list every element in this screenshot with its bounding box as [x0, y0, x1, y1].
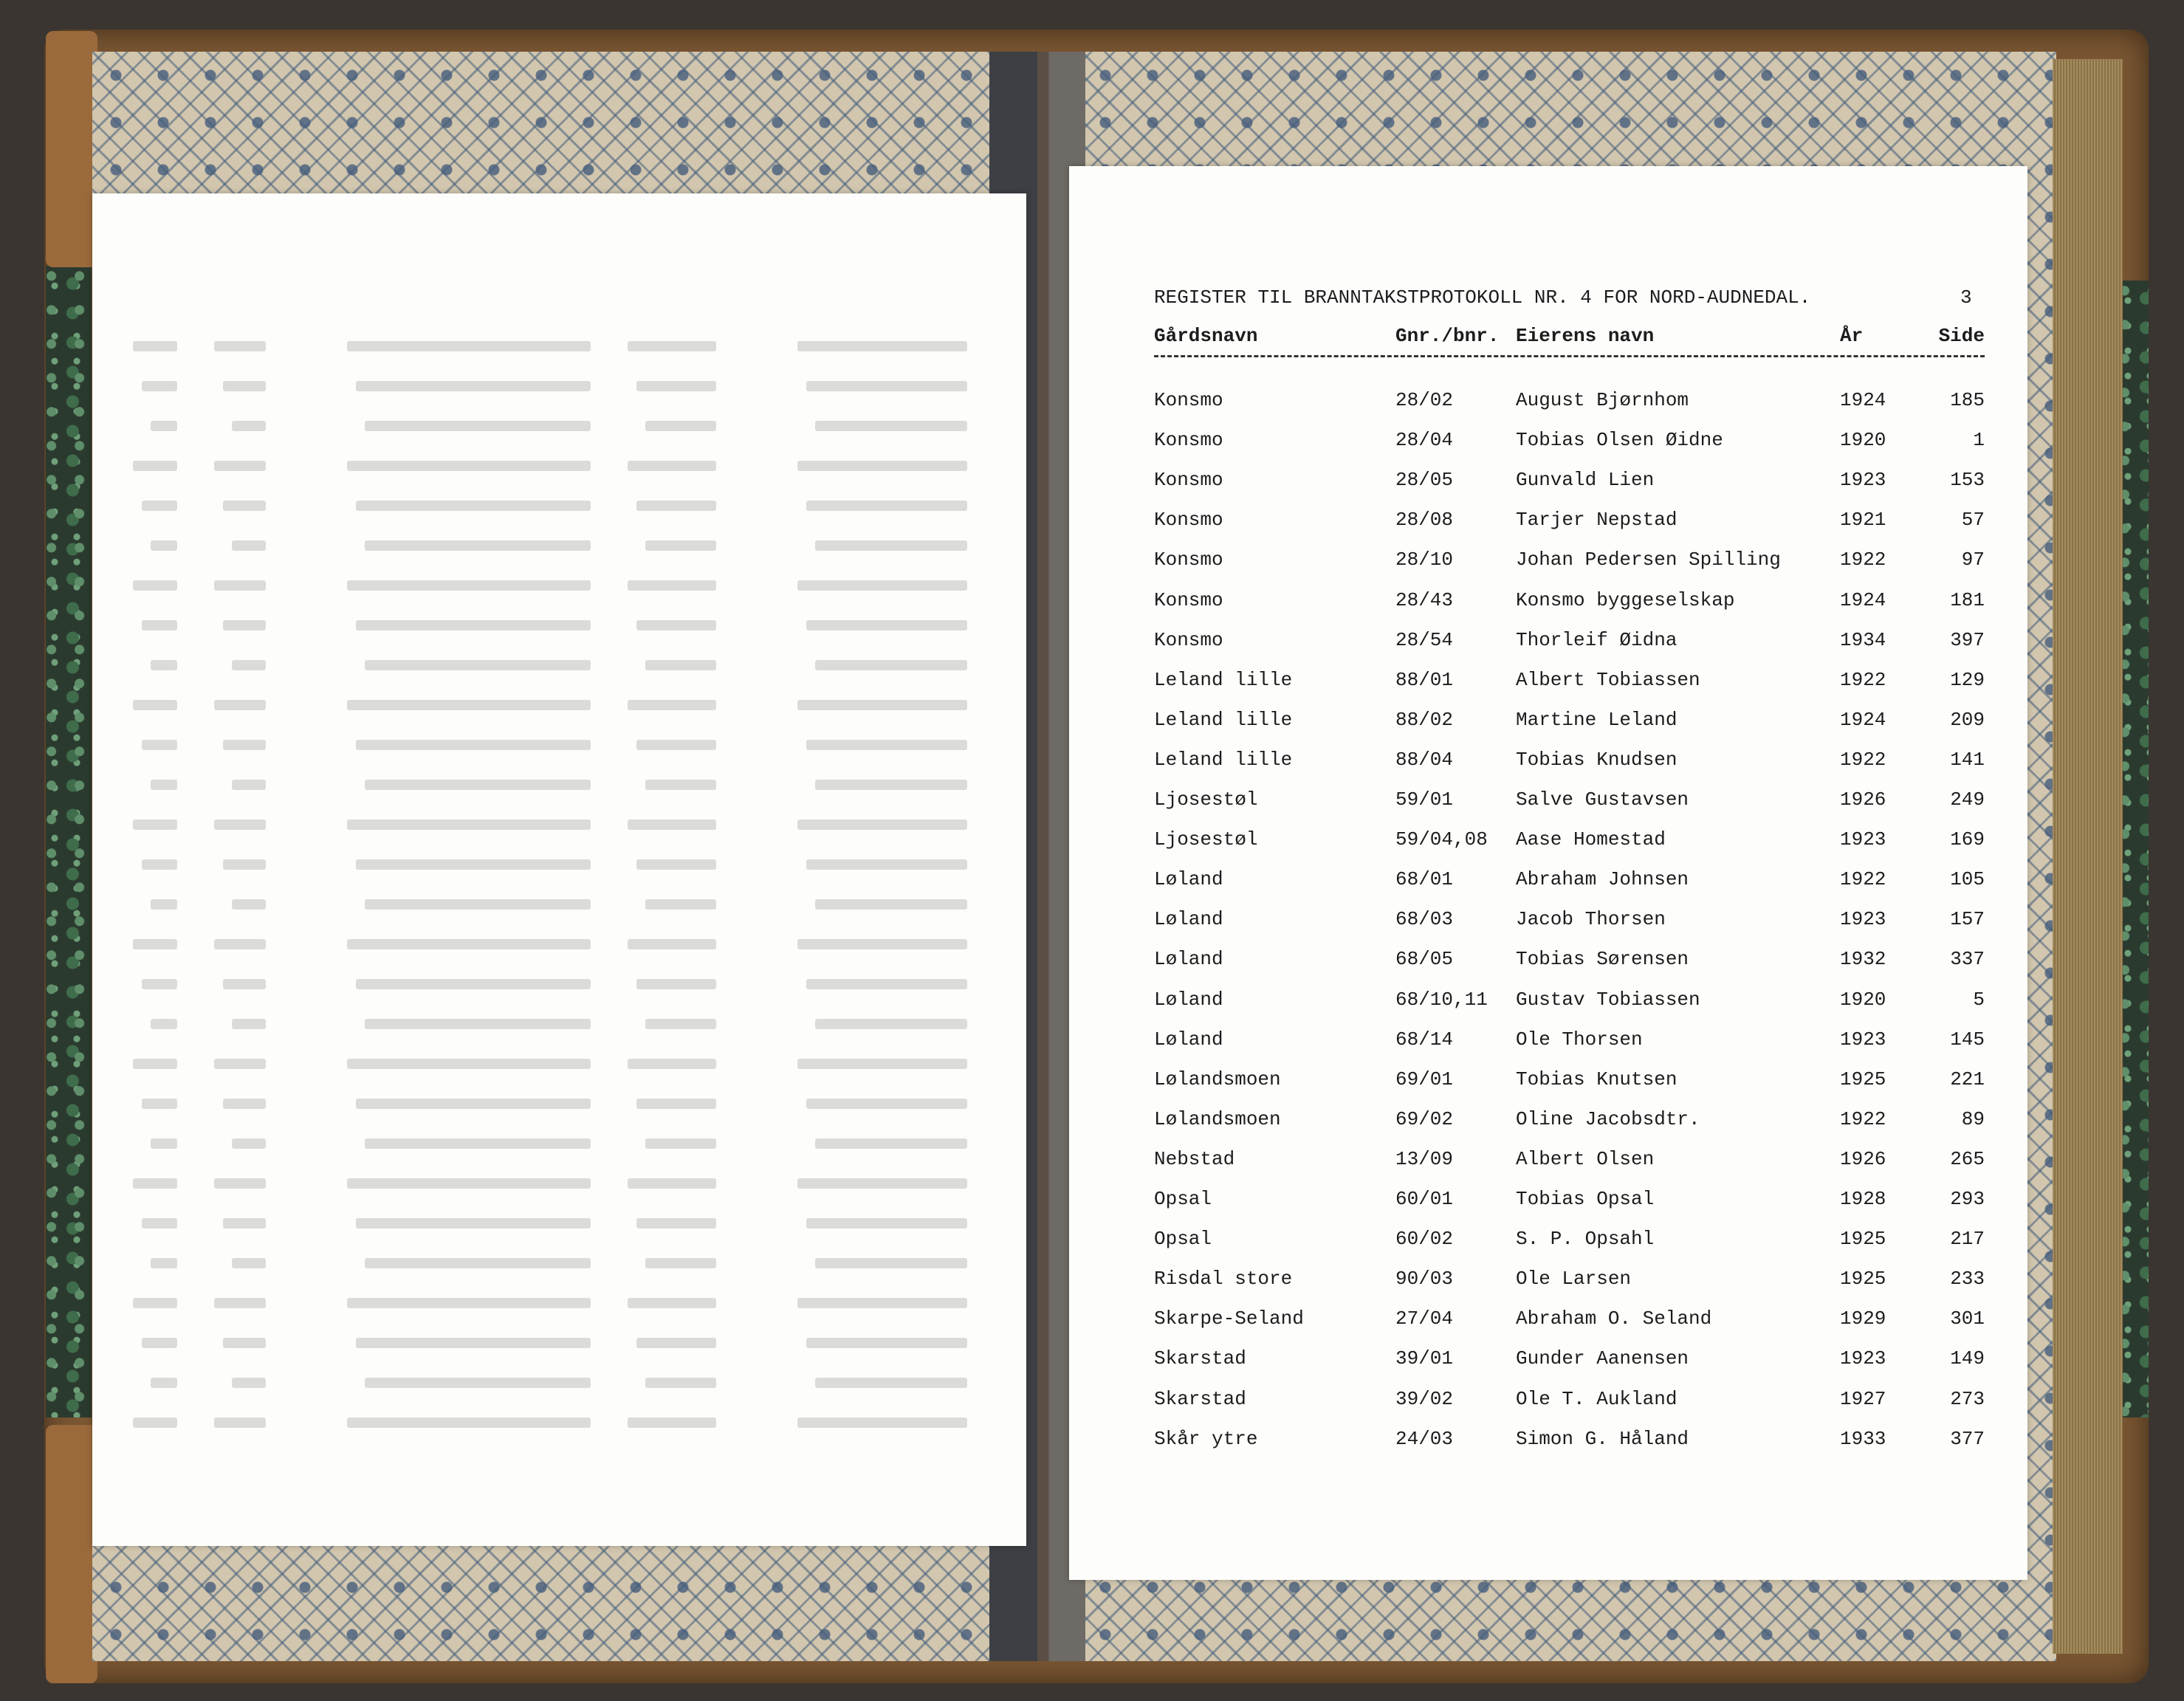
entry-farm: Leland lille [1154, 709, 1293, 731]
bleed-through-mark [223, 979, 266, 989]
bleed-through-mark [815, 1138, 967, 1149]
entry-owner: Simon G. Håland [1516, 1428, 1689, 1450]
bleed-through-mark [365, 899, 591, 910]
bleed-through-mark [365, 540, 591, 551]
entry-owner: Ole Thorsen [1516, 1028, 1643, 1051]
entry-farm: Konsmo [1154, 389, 1223, 411]
bleed-through-mark [815, 421, 967, 431]
bleed-through-mark [636, 620, 716, 630]
entry-gnr-bnr: 68/10,11 [1395, 989, 1488, 1011]
entry-page: 181 [1950, 589, 1985, 611]
entry-page: 149 [1950, 1347, 1985, 1370]
entry-owner: Gunder Aanensen [1516, 1347, 1689, 1370]
entry-gnr-bnr: 28/02 [1395, 389, 1454, 411]
bleed-through-mark [806, 381, 967, 391]
entry-owner: Tobias Opsal [1516, 1188, 1655, 1210]
bleed-through-mark [815, 1258, 967, 1268]
entry-page: 209 [1950, 709, 1985, 731]
bleed-through-mark [356, 1338, 591, 1348]
entry-gnr-bnr: 88/02 [1395, 709, 1454, 731]
entry-farm: Ljosestøl [1154, 788, 1258, 811]
entry-page: 141 [1950, 749, 1985, 771]
entry-farm: Ljosestøl [1154, 828, 1258, 850]
entry-year: 1925 [1840, 1268, 1886, 1290]
entry-farm: Skår ytre [1154, 1428, 1258, 1450]
bleed-through-mark [151, 1378, 177, 1388]
bleed-through-mark [223, 859, 266, 870]
bleed-through-mark [151, 1019, 177, 1029]
bleed-through-mark [356, 979, 591, 989]
entry-gnr-bnr: 28/54 [1395, 629, 1454, 651]
entry-page: 337 [1950, 948, 1985, 970]
entry-year: 1922 [1840, 749, 1886, 771]
entry-farm: Løland [1154, 908, 1223, 930]
entry-page: 145 [1950, 1028, 1985, 1051]
entry-gnr-bnr: 68/05 [1395, 948, 1454, 970]
bleed-through-mark [214, 819, 266, 830]
bleed-through-mark [133, 1178, 177, 1189]
bleed-through-mark [214, 1418, 266, 1428]
bleed-through-mark [628, 461, 716, 471]
bleed-through-mark [151, 899, 177, 910]
bleed-through-mark [133, 939, 177, 949]
entry-farm: Konsmo [1154, 549, 1223, 571]
bleed-through-mark [797, 1059, 967, 1069]
leather-corner-top-left [46, 31, 97, 267]
bleed-through-mark [645, 1019, 716, 1029]
entry-farm: Lølandsmoen [1154, 1068, 1281, 1090]
entry-page: 233 [1950, 1268, 1985, 1290]
entry-owner: Tobias Olsen Øidne [1516, 429, 1723, 451]
entry-farm: Løland [1154, 1028, 1223, 1051]
bleed-through-mark [347, 580, 591, 591]
bleed-through-mark [797, 1178, 967, 1189]
entry-year: 1923 [1840, 469, 1886, 491]
bleed-through-mark [223, 740, 266, 750]
column-header-farm: Gårdsnavn [1154, 325, 1258, 347]
bleed-through-mark [133, 461, 177, 471]
entry-owner: Johan Pedersen Spilling [1516, 549, 1781, 571]
entry-page: 217 [1950, 1228, 1985, 1250]
entry-gnr-bnr: 69/01 [1395, 1068, 1454, 1090]
bleed-through-mark [232, 1019, 266, 1029]
bleed-through-mark [223, 381, 266, 391]
bleed-through-mark [628, 819, 716, 830]
entry-gnr-bnr: 39/01 [1395, 1347, 1454, 1370]
entry-gnr-bnr: 28/04 [1395, 429, 1454, 451]
bleed-through-mark [645, 899, 716, 910]
entry-page: 153 [1950, 469, 1985, 491]
bleed-through-mark [232, 660, 266, 670]
bleed-through-mark [797, 341, 967, 351]
entry-farm: Konsmo [1154, 429, 1223, 451]
entry-year: 1925 [1840, 1068, 1886, 1090]
entry-page: 249 [1950, 788, 1985, 811]
bleed-through-mark [232, 780, 266, 790]
bleed-through-mark [214, 580, 266, 591]
column-header-page: Side [1938, 325, 1985, 347]
marbled-edge-left [46, 266, 92, 1418]
bleed-through-mark [142, 859, 177, 870]
entry-gnr-bnr: 68/14 [1395, 1028, 1454, 1051]
entry-owner: Thorleif Øidna [1516, 629, 1678, 651]
entry-farm: Konsmo [1154, 469, 1223, 491]
bleed-through-mark [628, 1418, 716, 1428]
entry-gnr-bnr: 59/01 [1395, 788, 1454, 811]
bleed-through-mark [356, 740, 591, 750]
entry-farm: Skarpe-Seland [1154, 1307, 1304, 1330]
page-number: 3 [1960, 286, 1972, 309]
bleed-through-mark [806, 979, 967, 989]
entry-year: 1923 [1840, 908, 1886, 930]
entry-farm: Skarstad [1154, 1347, 1246, 1370]
entry-year: 1922 [1840, 669, 1886, 691]
entry-gnr-bnr: 24/03 [1395, 1428, 1454, 1450]
entry-page: 57 [1961, 509, 1985, 531]
entry-page: 169 [1950, 828, 1985, 850]
entry-page: 129 [1950, 669, 1985, 691]
entry-gnr-bnr: 39/02 [1395, 1388, 1454, 1410]
register-page [1069, 166, 2027, 1580]
bleed-through-mark [151, 1258, 177, 1268]
bleed-through-mark [223, 501, 266, 511]
entry-owner: Tarjer Nepstad [1516, 509, 1678, 531]
bleed-through-mark [356, 381, 591, 391]
bleed-through-mark [628, 1059, 716, 1069]
entry-year: 1927 [1840, 1388, 1886, 1410]
bleed-through-mark [347, 1178, 591, 1189]
entry-owner: Salve Gustavsen [1516, 788, 1689, 811]
entry-page: 5 [1973, 989, 1985, 1011]
bleed-through-mark [142, 979, 177, 989]
bleed-through-mark [133, 580, 177, 591]
bleed-through-mark [232, 540, 266, 551]
bleed-through-mark [628, 1178, 716, 1189]
bleed-through-mark [645, 1378, 716, 1388]
entry-year: 1925 [1840, 1228, 1886, 1250]
entry-year: 1924 [1840, 389, 1886, 411]
bleed-through-mark [223, 1218, 266, 1228]
bleed-through-mark [142, 1218, 177, 1228]
bleed-through-mark [628, 939, 716, 949]
entry-page: 273 [1950, 1388, 1985, 1410]
bleed-through-mark [347, 1059, 591, 1069]
bleed-through-mark [806, 740, 967, 750]
bleed-through-mark [214, 1178, 266, 1189]
entry-gnr-bnr: 88/04 [1395, 749, 1454, 771]
bleed-through-mark [214, 461, 266, 471]
entry-year: 1921 [1840, 509, 1886, 531]
bleed-through-mark [797, 1418, 967, 1428]
entry-farm: Løland [1154, 868, 1223, 890]
entry-owner: Oline Jacobsdtr. [1516, 1108, 1700, 1130]
entry-year: 1922 [1840, 868, 1886, 890]
bleed-through-mark [133, 1418, 177, 1428]
entry-farm: Skarstad [1154, 1388, 1246, 1410]
entry-farm: Konsmo [1154, 509, 1223, 531]
bleed-through-mark [133, 700, 177, 710]
bleed-through-mark [365, 1378, 591, 1388]
bleed-through-mark [815, 1378, 967, 1388]
entry-gnr-bnr: 88/01 [1395, 669, 1454, 691]
bleed-through-mark [347, 341, 591, 351]
entry-gnr-bnr: 60/01 [1395, 1188, 1454, 1210]
entry-page: 105 [1950, 868, 1985, 890]
bleed-through-mark [806, 1099, 967, 1109]
entry-gnr-bnr: 27/04 [1395, 1307, 1454, 1330]
bleed-through-mark [645, 1258, 716, 1268]
entry-year: 1920 [1840, 989, 1886, 1011]
bleed-through-mark [133, 1059, 177, 1069]
entry-year: 1924 [1840, 709, 1886, 731]
entry-owner: Abraham Johnsen [1516, 868, 1689, 890]
entry-gnr-bnr: 28/43 [1395, 589, 1454, 611]
bleed-through-mark [636, 1218, 716, 1228]
bleed-through-mark [214, 939, 266, 949]
bleed-through-mark [365, 1019, 591, 1029]
bleed-through-mark [365, 421, 591, 431]
bleed-through-mark [815, 660, 967, 670]
entry-year: 1922 [1840, 1108, 1886, 1130]
bleed-through-mark [628, 341, 716, 351]
entry-page: 397 [1950, 629, 1985, 651]
entry-owner: Abraham O. Seland [1516, 1307, 1712, 1330]
entry-owner: Martine Leland [1516, 709, 1678, 731]
entry-page: 185 [1950, 389, 1985, 411]
bleed-through-mark [347, 1298, 591, 1308]
entry-year: 1923 [1840, 1347, 1886, 1370]
bleed-through-mark [347, 939, 591, 949]
bleed-through-mark [151, 780, 177, 790]
entry-gnr-bnr: 13/09 [1395, 1148, 1454, 1170]
bleed-through-mark [356, 1099, 591, 1109]
bleed-through-mark [365, 1258, 591, 1268]
entry-year: 1928 [1840, 1188, 1886, 1210]
bleed-through-mark [142, 1338, 177, 1348]
entry-owner: Tobias Sørensen [1516, 948, 1689, 970]
bleed-through-mark [797, 1298, 967, 1308]
entry-gnr-bnr: 59/04,08 [1395, 828, 1488, 850]
bleed-through-mark [636, 1099, 716, 1109]
entry-farm: Konsmo [1154, 629, 1223, 651]
bleed-through-mark [797, 461, 967, 471]
bleed-through-mark [797, 580, 967, 591]
bleed-through-mark [214, 341, 266, 351]
bleed-through-mark [232, 1138, 266, 1149]
bleed-through-mark [142, 740, 177, 750]
entry-farm: Opsal [1154, 1228, 1212, 1250]
bleed-through-mark [356, 1218, 591, 1228]
entry-farm: Løland [1154, 948, 1223, 970]
bleed-through-mark [142, 381, 177, 391]
entry-year: 1934 [1840, 629, 1886, 651]
header-rule [1154, 355, 1985, 357]
bleed-through-mark [636, 979, 716, 989]
bleed-through-mark [806, 501, 967, 511]
column-header-year: År [1840, 325, 1864, 347]
entry-page: 265 [1950, 1148, 1985, 1170]
entry-page: 157 [1950, 908, 1985, 930]
entry-farm: Konsmo [1154, 589, 1223, 611]
bleed-through-mark [347, 1418, 591, 1428]
entry-farm: Lølandsmoen [1154, 1108, 1281, 1130]
bleed-through-mark [645, 780, 716, 790]
entry-gnr-bnr: 90/03 [1395, 1268, 1454, 1290]
entry-owner: Tobias Knudsen [1516, 749, 1678, 771]
entry-page: 293 [1950, 1188, 1985, 1210]
entry-year: 1922 [1840, 549, 1886, 571]
entry-owner: Konsmo byggeselskap [1516, 589, 1735, 611]
entry-owner: Aase Homestad [1516, 828, 1666, 850]
bleed-through-mark [223, 1099, 266, 1109]
entry-year: 1926 [1840, 788, 1886, 811]
entry-farm: Nebstad [1154, 1148, 1235, 1170]
entry-year: 1926 [1840, 1148, 1886, 1170]
bleed-through-mark [815, 1019, 967, 1029]
bleed-through-mark [636, 381, 716, 391]
bleed-through-mark [214, 700, 266, 710]
entry-farm: Leland lille [1154, 749, 1293, 771]
entry-year: 1932 [1840, 948, 1886, 970]
bleed-through-mark [797, 939, 967, 949]
entry-farm: Leland lille [1154, 669, 1293, 691]
bleed-through-mark [232, 421, 266, 431]
bleed-through-mark [815, 540, 967, 551]
entry-gnr-bnr: 60/02 [1395, 1228, 1454, 1250]
bleed-through-mark [133, 819, 177, 830]
bleed-through-mark [628, 700, 716, 710]
entry-owner: Gunvald Lien [1516, 469, 1655, 491]
bleed-through-mark [223, 1338, 266, 1348]
bleed-through-mark [232, 1378, 266, 1388]
bleed-through-mark [645, 421, 716, 431]
bleed-through-mark [365, 1138, 591, 1149]
bleed-through-mark [628, 580, 716, 591]
entry-page: 97 [1961, 549, 1985, 571]
entry-page: 1 [1973, 429, 1985, 451]
bleed-through-mark [142, 501, 177, 511]
bleed-through-mark [806, 859, 967, 870]
bleed-through-mark [356, 859, 591, 870]
bleed-through-mark [223, 620, 266, 630]
bleed-through-mark [806, 1218, 967, 1228]
bleed-through-mark [142, 620, 177, 630]
bleed-through-mark [151, 1138, 177, 1149]
entry-year: 1923 [1840, 1028, 1886, 1051]
bleed-through-mark [797, 700, 967, 710]
bleed-through-mark [636, 859, 716, 870]
entry-gnr-bnr: 28/05 [1395, 469, 1454, 491]
entry-farm: Opsal [1154, 1188, 1212, 1210]
bleed-through-mark [347, 461, 591, 471]
entry-year: 1924 [1840, 589, 1886, 611]
bleed-through-mark [797, 819, 967, 830]
left-page [92, 193, 1026, 1546]
bleed-through-mark [636, 740, 716, 750]
entry-year: 1923 [1840, 828, 1886, 850]
bleed-through-mark [645, 1138, 716, 1149]
entry-owner: August Bjørnhom [1516, 389, 1689, 411]
column-header-gnr-bnr: Gnr./bnr. [1395, 325, 1500, 347]
bleed-through-mark [815, 899, 967, 910]
bleed-through-mark [815, 780, 967, 790]
entry-gnr-bnr: 28/08 [1395, 509, 1454, 531]
bleed-through-mark [347, 700, 591, 710]
entry-page: 89 [1961, 1108, 1985, 1130]
bleed-through-mark [645, 660, 716, 670]
bleed-through-text [92, 193, 1026, 1546]
bleed-through-mark [806, 620, 967, 630]
entry-owner: Tobias Knutsen [1516, 1068, 1678, 1090]
register-title: REGISTER TIL BRANNTAKSTPROTOKOLL NR. 4 FOR NORD-AUDNEDAL. [1154, 286, 1811, 309]
bleed-through-mark [636, 501, 716, 511]
entry-gnr-bnr: 69/02 [1395, 1108, 1454, 1130]
entry-farm: Risdal store [1154, 1268, 1293, 1290]
entry-owner: Jacob Thorsen [1516, 908, 1666, 930]
leather-corner-bottom-left [46, 1425, 97, 1683]
bleed-through-mark [232, 1258, 266, 1268]
entry-year: 1929 [1840, 1307, 1886, 1330]
entry-owner: Albert Olsen [1516, 1148, 1655, 1170]
entry-page: 377 [1950, 1428, 1985, 1450]
entry-page: 221 [1950, 1068, 1985, 1090]
entry-owner: Ole Larsen [1516, 1268, 1632, 1290]
bleed-through-mark [365, 660, 591, 670]
bleed-through-mark [645, 540, 716, 551]
bleed-through-mark [214, 1298, 266, 1308]
bleed-through-mark [636, 1338, 716, 1348]
bleed-through-mark [356, 501, 591, 511]
bleed-through-mark [151, 421, 177, 431]
bleed-through-mark [133, 341, 177, 351]
entry-gnr-bnr: 68/01 [1395, 868, 1454, 890]
bleed-through-mark [133, 1298, 177, 1308]
column-header-owner: Eierens navn [1516, 325, 1655, 347]
entry-owner: S. P. Opsahl [1516, 1228, 1655, 1250]
bleed-through-mark [232, 899, 266, 910]
entry-gnr-bnr: 28/10 [1395, 549, 1454, 571]
bleed-through-mark [214, 1059, 266, 1069]
marbled-edge-right [2119, 281, 2149, 1418]
entry-year: 1933 [1840, 1428, 1886, 1450]
entry-owner: Gustav Tobiassen [1516, 989, 1700, 1011]
bleed-through-mark [356, 620, 591, 630]
bleed-through-mark [142, 1099, 177, 1109]
entry-year: 1920 [1840, 429, 1886, 451]
bleed-through-mark [151, 540, 177, 551]
entry-gnr-bnr: 68/03 [1395, 908, 1454, 930]
page-edges [2053, 59, 2123, 1654]
bleed-through-mark [806, 1338, 967, 1348]
entry-farm: Løland [1154, 989, 1223, 1011]
entry-owner: Albert Tobiassen [1516, 669, 1700, 691]
entry-owner: Ole T. Aukland [1516, 1388, 1678, 1410]
bleed-through-mark [628, 1298, 716, 1308]
entry-page: 301 [1950, 1307, 1985, 1330]
bleed-through-mark [347, 819, 591, 830]
bleed-through-mark [151, 660, 177, 670]
bleed-through-mark [365, 780, 591, 790]
